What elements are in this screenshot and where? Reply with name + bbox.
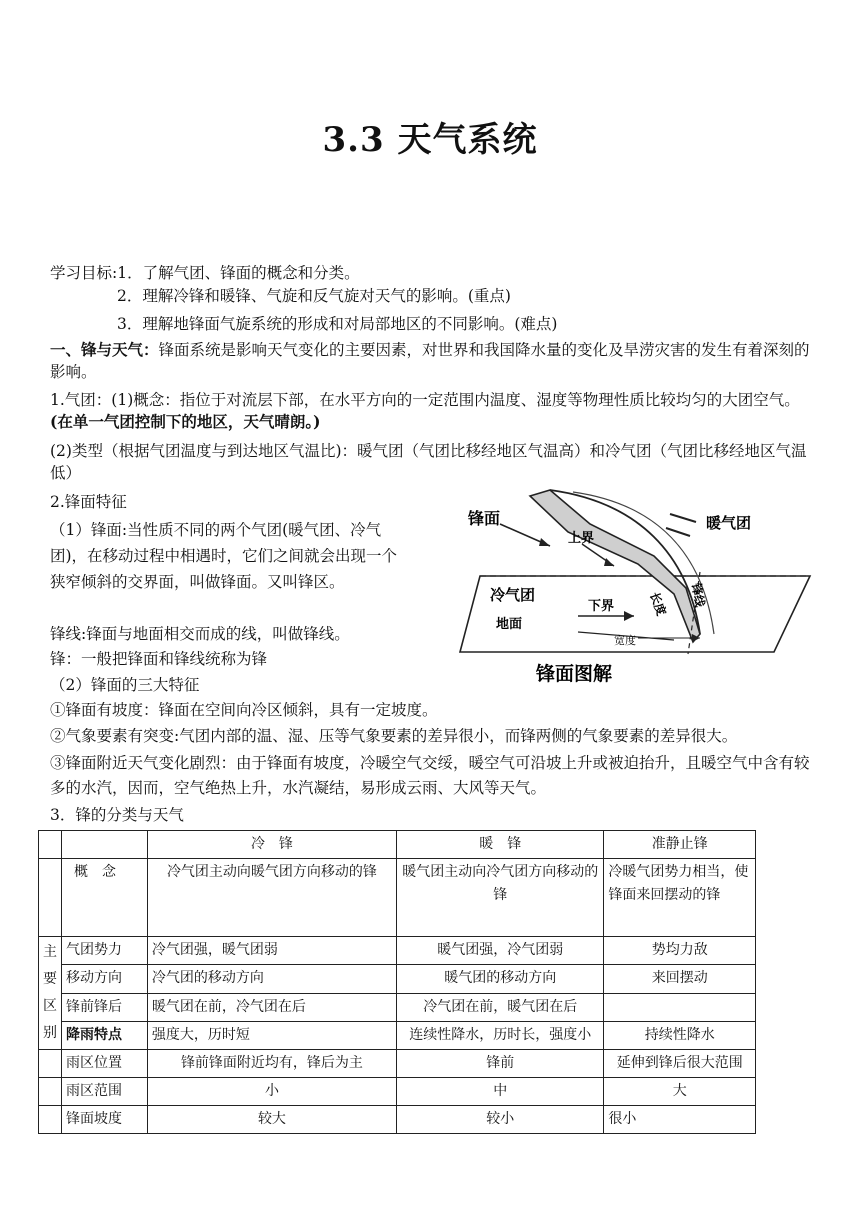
cell-cold: 小 — [147, 1078, 396, 1106]
cell-stationary — [604, 993, 756, 1021]
table-heading: 3．锋的分类与天气 — [50, 806, 184, 824]
label-front-surface: 锋面 — [468, 509, 501, 528]
cell-stationary: 势均力敌 — [604, 937, 756, 965]
row-label: 雨区位置 — [62, 1050, 148, 1078]
row-label: 锋面坡度 — [62, 1106, 148, 1134]
row-label: 气团势力 — [62, 937, 148, 965]
side-empty — [39, 1078, 62, 1106]
front-features-heading: 2.锋面特征 — [50, 493, 127, 511]
label-upper: 上界 — [568, 531, 595, 546]
row-label: 雨区范围 — [62, 1078, 148, 1106]
cell-warm: 暖气团的移动方向 — [397, 965, 604, 993]
three-features-heading: （2）锋面的三大特征 — [50, 676, 200, 694]
air-mass-definition — [50, 389, 820, 433]
label-cold-mass: 冷气团 — [490, 586, 536, 604]
cell-warm: 较小 — [397, 1106, 604, 1134]
header-stationary-front: 准静止锋 — [604, 831, 756, 859]
header-cell-empty-2 — [62, 831, 148, 859]
feature-1: ①锋面有坡度：锋面在空间向冷区倾斜，具有一定坡度。 — [50, 701, 438, 719]
figure-caption: 锋面图解 — [536, 663, 613, 685]
air-mass-def-text: 1.气团：(1)概念：指位于对流层下部，在水平方向的一定范围内温度、湿度等物理性质比较均匀的大团空气。 — [50, 391, 800, 409]
concept-label: 概 念 — [62, 859, 148, 937]
side-char-3: 区 — [43, 998, 57, 1014]
goal-line-1: 学习目标:1．了解气团、锋面的概念和分类。 — [50, 264, 360, 282]
section1-intro: 锋面系统是影响天气变化的主要因素，对世界和我国降水量的变化及旱涝灾害的发生有着深刻的影响。 — [50, 341, 810, 381]
table-row — [39, 1050, 756, 1078]
row-label: 锋前锋后 — [62, 993, 148, 1021]
header-cold-front: 冷 锋 — [147, 831, 396, 859]
concept-side-empty — [39, 859, 62, 937]
cell-cold: 冷气团强，暖气团弱 — [147, 937, 396, 965]
table-row-concept — [39, 859, 756, 937]
front-definition: 锋：一般把锋面和锋线统称为锋 — [50, 650, 268, 668]
side-empty — [39, 1050, 62, 1078]
cell-cold: 锋前锋面附近均有，锋后为主 — [147, 1050, 396, 1078]
label-width: 宽度 — [614, 634, 636, 647]
cell-stationary: 来回摆动 — [604, 965, 756, 993]
goal-line-2: 2．理解冷锋和暖锋、气旋和反气旋对天气的影响。(重点) — [117, 287, 511, 305]
side-char-1: 主 — [43, 944, 57, 960]
label-lower: 下界 — [588, 599, 615, 614]
front-line-definition: 锋线:锋面与地面相交而成的线，叫做锋线。 — [50, 625, 350, 643]
side-empty — [39, 1106, 62, 1134]
section1-heading: 一、锋与天气： — [50, 340, 159, 359]
page-title: 3.3 天气系统 — [322, 120, 538, 160]
table-row — [39, 993, 756, 1021]
air-mass-def-bold: (在单一气团控制下的地区，天气晴朗。) — [50, 412, 321, 431]
header-cell-empty-1 — [39, 831, 62, 859]
concept-warm: 暖气团主动向冷气团方向移动的锋 — [397, 859, 604, 937]
section1-paragraph — [50, 339, 820, 383]
main-differences-label — [39, 937, 62, 1050]
cell-cold: 较大 — [147, 1106, 396, 1134]
concept-cold: 冷气团主动向暖气团方向移动的锋 — [147, 859, 396, 937]
warm-air-mark — [670, 514, 696, 522]
table-row — [39, 937, 756, 965]
feature-2: ②气象要素有突变:气团内部的温、湿、压等气象要素的差异很小，而锋两侧的气象要素的差异很大。 — [50, 727, 738, 745]
cell-cold: 冷气团的移动方向 — [147, 965, 396, 993]
front-diagram-svg — [438, 484, 838, 694]
cell-stationary: 持续性降水 — [604, 1021, 756, 1049]
front-classification-table — [38, 830, 756, 1134]
label-front-line: 锋线 — [689, 582, 708, 609]
label-ground: 地面 — [496, 617, 523, 632]
cell-warm: 锋前 — [397, 1050, 604, 1078]
air-mass-types: (2)类型（根据气团温度与到达地区气温比)：暖气团（气团比移经地区气温高）和冷气团（气团比移经地区气温低） — [50, 442, 807, 482]
side-char-2: 要 — [43, 971, 57, 987]
cell-cold: 强度大，历时短 — [147, 1021, 396, 1049]
table-row — [39, 1106, 756, 1134]
header-warm-front: 暖 锋 — [397, 831, 604, 859]
cell-warm: 中 — [397, 1078, 604, 1106]
label-warm-mass: 暖气团 — [706, 514, 752, 532]
front-surface — [530, 490, 700, 642]
cell-stationary: 很小 — [604, 1106, 756, 1134]
table-header-row — [39, 831, 756, 859]
cell-warm: 冷气团在前，暖气团在后 — [397, 993, 604, 1021]
lower-arrow-head — [624, 611, 634, 621]
upper-arrow-head — [604, 558, 614, 566]
cell-warm: 连续性降水，历时长，强度小 — [397, 1021, 604, 1049]
feature-3: ③锋面附近天气变化剧烈：由于锋面有坡度，冷暖空气交绥，暖空气可沿坡上升或被迫抬升，且暖空气中含有较多的水汽，因而，空气绝热上升，水汽凝结，易形成云雨、大风等天气。 — [50, 754, 810, 797]
side-char-4: 别 — [43, 1025, 57, 1041]
table-row — [39, 1021, 756, 1049]
goal-line-3: 3．理解地锋面气旋系统的形成和对局部地区的不同影响。(难点) — [117, 315, 558, 333]
row-label: 降雨特点 — [62, 1021, 148, 1049]
concept-stationary: 冷暖气团势力相当，使锋面来回摆动的锋 — [604, 859, 756, 937]
front-surface-definition: （1）锋面:当性质不同的两个气团(暖气团、冷气团)，在移动过程中相遇时，它们之间就会出现一个狭窄倾斜的交界面，叫做锋面。又叫锋区。 — [50, 521, 398, 591]
front-surface-arrow-head — [539, 538, 550, 546]
cell-cold: 暖气团在前，冷气团在后 — [147, 993, 396, 1021]
row-label: 移动方向 — [62, 965, 148, 993]
label-length: 长度 — [647, 590, 669, 618]
cell-stationary: 大 — [604, 1078, 756, 1106]
cell-stationary: 延伸到锋后很大范围 — [604, 1050, 756, 1078]
cell-warm: 暖气团强，冷气团弱 — [397, 937, 604, 965]
front-diagram — [438, 484, 838, 694]
table-row — [39, 965, 756, 993]
table-row — [39, 1078, 756, 1106]
